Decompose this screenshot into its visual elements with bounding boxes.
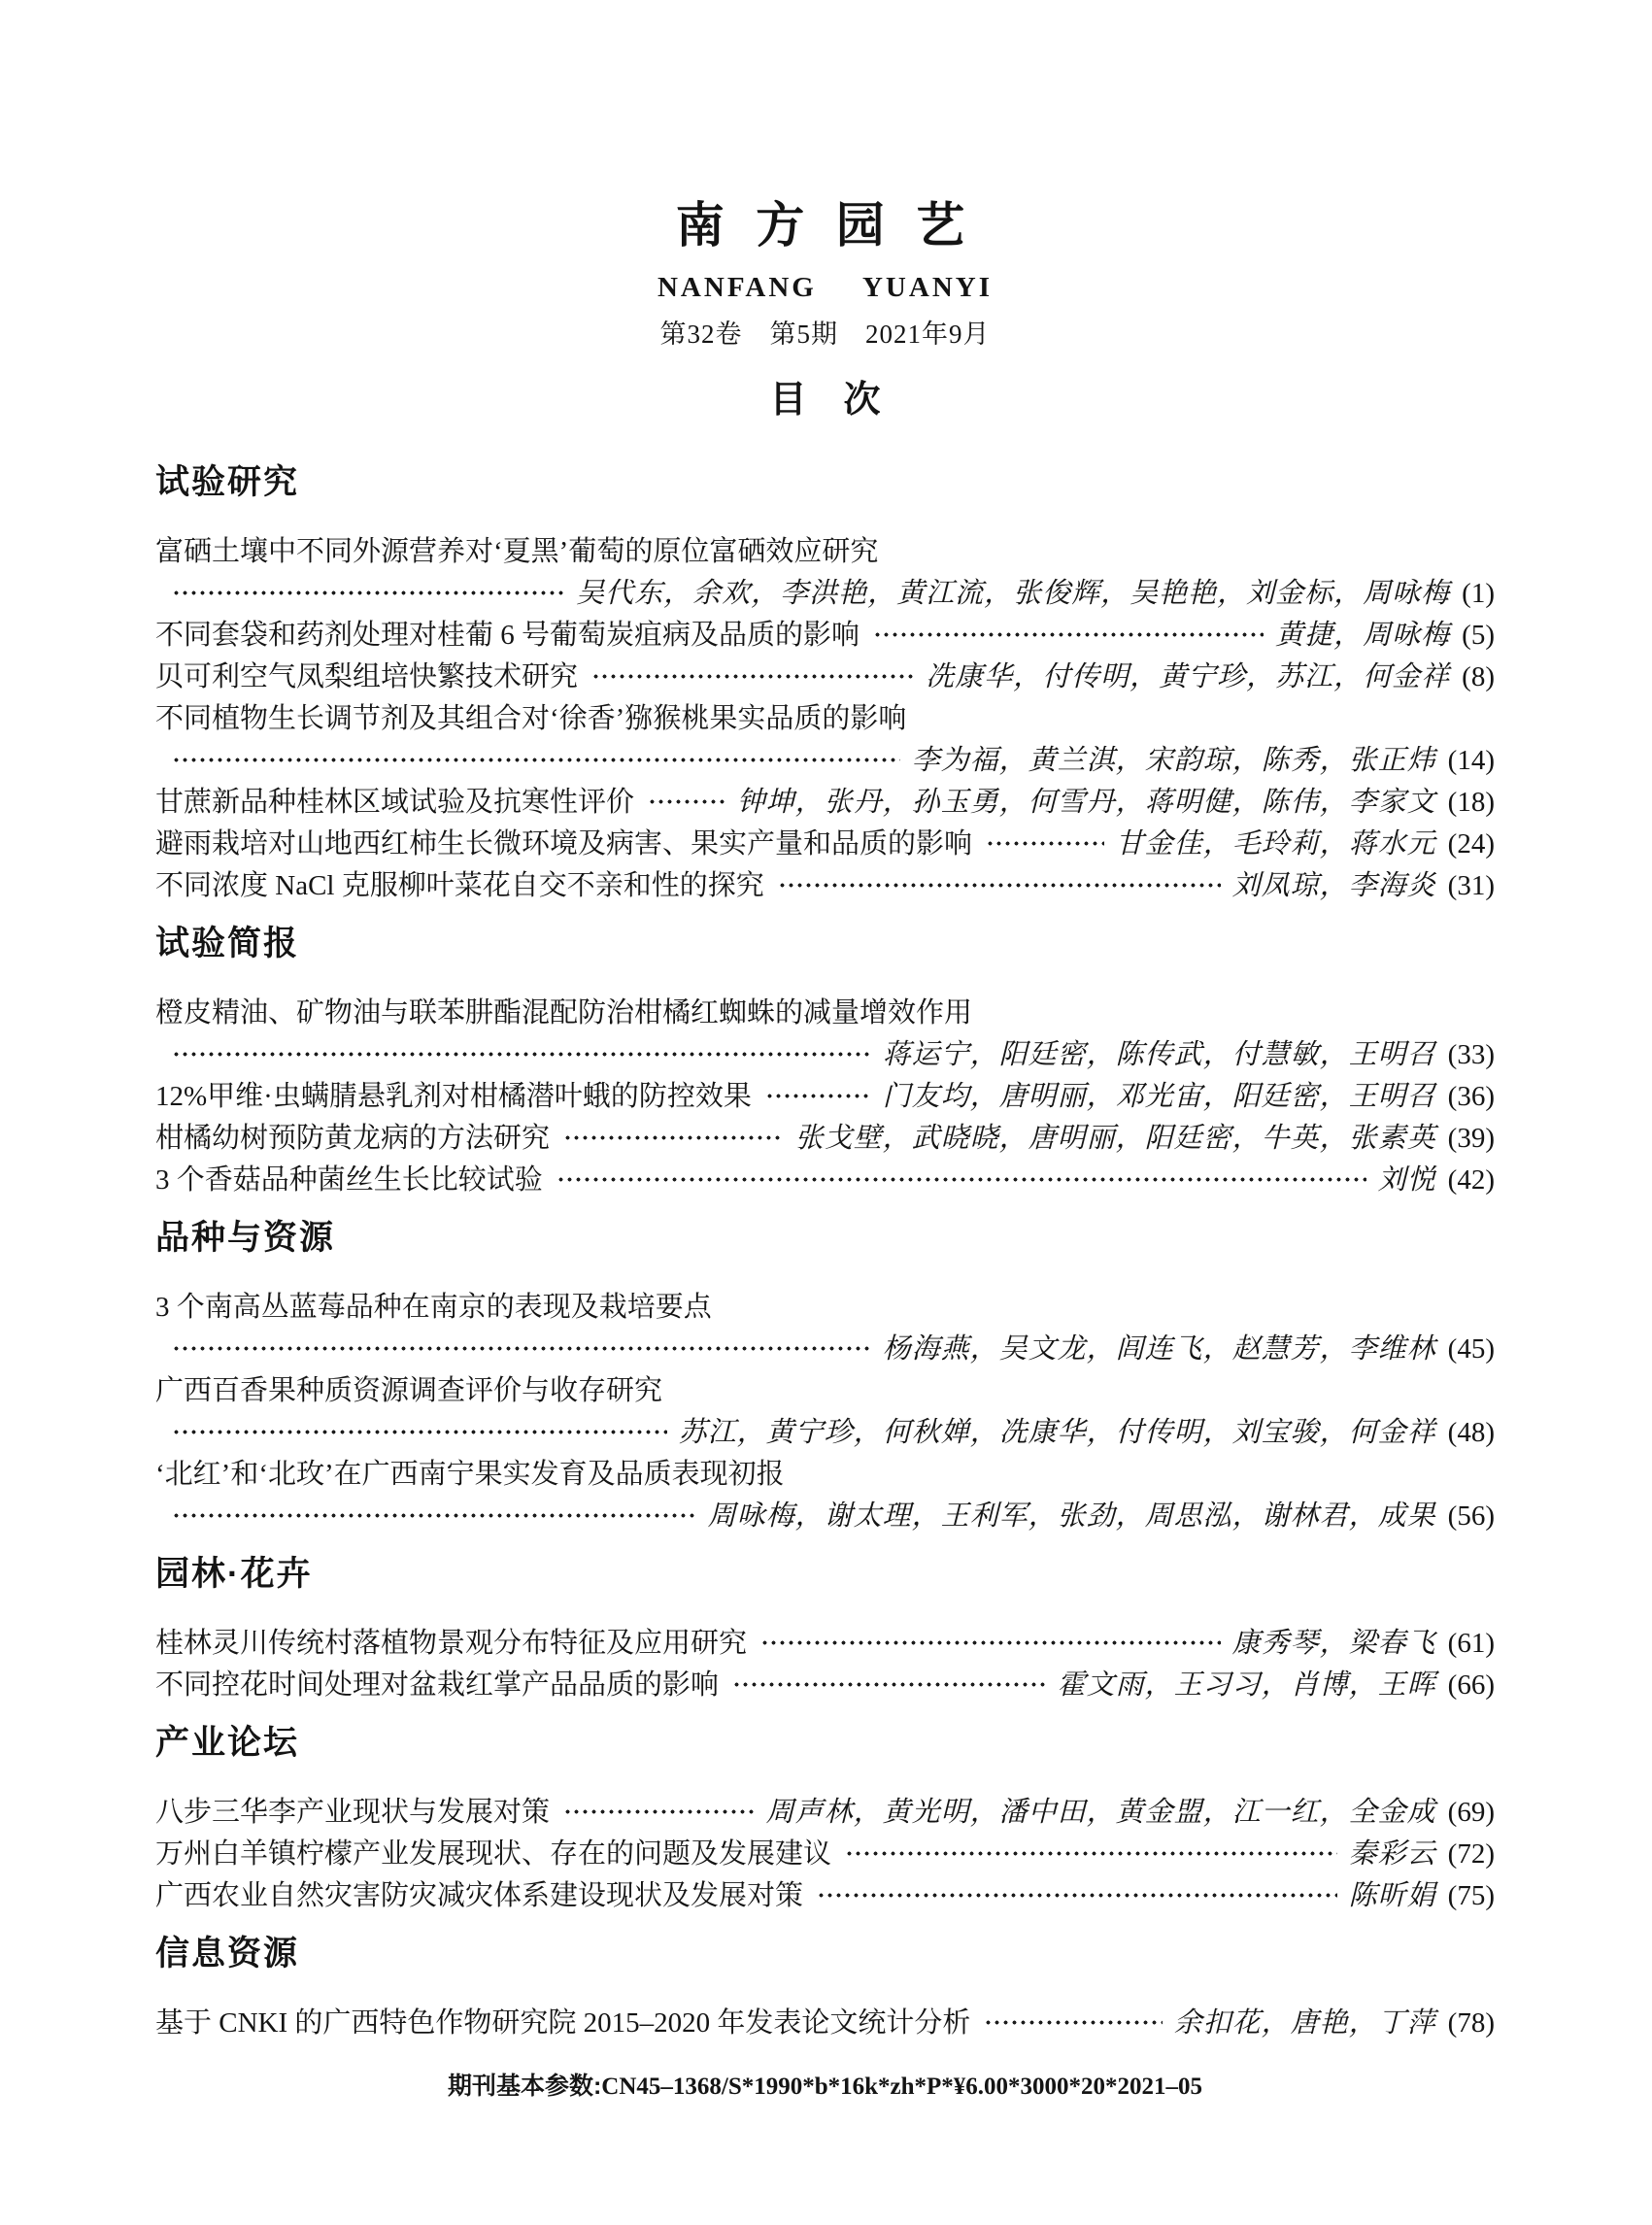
- masthead: [155, 199, 1495, 421]
- article-authors: 周声林，黄光明，潘中田，黄金盟，江一红，全金成: [765, 1797, 1436, 1828]
- toc-entry: [155, 1118, 1495, 1160]
- dot-leader: [561, 1118, 784, 1160]
- section-heading: 园林·花卉: [155, 1555, 313, 1593]
- article-title: 甘蔗新品种桂林区域试验及抗寒性评价: [155, 787, 635, 818]
- article-title: 广西百香果种质资源调查评价与收存研究: [155, 1375, 663, 1406]
- article-authors: 冼康华，付传明，黄宁珍，苏江，何金祥: [926, 661, 1451, 692]
- toc-entry-continuation: [155, 1329, 1495, 1370]
- toc-entry: [155, 1665, 1495, 1706]
- article-page-number: (36): [1447, 1081, 1495, 1112]
- article-title: 万州白羊镇柠檬产业发展现状、存在的问题及发展建议: [155, 1838, 832, 1870]
- article-page-number: (48): [1447, 1417, 1495, 1448]
- article-authors: 杨海燕，吴文龙，闾连飞，赵慧芳，李维林: [882, 1333, 1436, 1365]
- toc-entry: [155, 1160, 1495, 1201]
- article-title: 不同套袋和药剂处理对桂葡 6 号葡萄炭疽病及品质的影响: [155, 620, 860, 651]
- article-authors: 康秀琴，梁春飞: [1231, 1628, 1436, 1659]
- dot-leader: [561, 1792, 755, 1834]
- article-authors: 蒋运宁，阳廷密，陈传武，付慧敏，王明召: [882, 1039, 1436, 1070]
- toc-entry: [155, 657, 1495, 698]
- dot-leader: [982, 2003, 1162, 2044]
- dot-leader: [759, 1623, 1221, 1665]
- article-page-number: (14): [1447, 745, 1495, 776]
- dot-leader: [170, 740, 900, 782]
- section-heading: 信息资源: [155, 1935, 300, 1972]
- article-authors: 刘悦: [1377, 1164, 1436, 1196]
- article-page-number: (39): [1447, 1123, 1495, 1154]
- article-title: 12%甲维·虫螨腈悬乳剂对柑橘潜叶蛾的防控效果: [155, 1081, 752, 1112]
- article-title: 桂林灵川传统村落植物景观分布特征及应用研究: [155, 1628, 748, 1659]
- article-title: 贝可利空气凤梨组培快繁技术研究: [155, 661, 579, 692]
- toc-entry: [155, 824, 1495, 865]
- article-authors: 霍文雨，王习习，肖博，王晖: [1057, 1669, 1436, 1701]
- toc-entry: [155, 1875, 1495, 1917]
- article-title: 不同植物生长调节剂及其组合对‘徐香’猕猴桃果实品质的影响: [155, 703, 907, 734]
- article-page-number: (45): [1447, 1333, 1495, 1365]
- dot-leader: [776, 865, 1221, 907]
- article-authors: 陈昕娟: [1348, 1880, 1436, 1911]
- toc-heading: 目 次: [769, 380, 881, 421]
- dot-leader: [871, 615, 1264, 657]
- article-title: ‘北红’和‘北玫’在广西南宁果实发育及品质表现初报: [155, 1459, 785, 1490]
- article-title: 柑橘幼树预防黄龙病的方法研究: [155, 1123, 551, 1154]
- toc-entry-continuation: [155, 573, 1495, 615]
- article-authors: 门友均，唐明丽，邓光宙，阳廷密，王明召: [882, 1081, 1436, 1112]
- dot-leader: [170, 1412, 667, 1454]
- dot-leader: [984, 824, 1104, 865]
- issue-info: 第32卷 第5期 2021年9月: [659, 320, 991, 349]
- article-page-number: (18): [1447, 787, 1495, 818]
- article-page-number: (31): [1447, 870, 1495, 901]
- journal-title-en: NANFANG YUANYI: [657, 272, 993, 303]
- toc-entry-continuation: [155, 1034, 1495, 1076]
- article-page-number: (72): [1447, 1838, 1495, 1870]
- article-authors: 刘凤琼，李海炎: [1231, 870, 1436, 901]
- toc-entry: [155, 1623, 1495, 1665]
- article-page-number: (8): [1462, 661, 1495, 692]
- journal-parameters-value: CN45–1368/S*1990*b*16k*zh*P*¥6.00*3000*20*2021–05: [601, 2073, 1203, 2100]
- section-heading: 试验研究: [155, 463, 300, 501]
- article-page-number: (24): [1447, 828, 1495, 860]
- toc-entry: [155, 1834, 1495, 1875]
- article-title: 富硒土壤中不同外源营养对‘夏黑’葡萄的原位富硒效应研究: [155, 536, 879, 567]
- article-title: 八步三华李产业现状与发展对策: [155, 1797, 551, 1828]
- article-authors: 余扣花，唐艳，丁萍: [1173, 2007, 1436, 2039]
- article-page-number: (66): [1447, 1669, 1495, 1701]
- article-page-number: (69): [1447, 1797, 1495, 1828]
- dot-leader: [170, 1034, 871, 1076]
- article-authors: 钟坤，张丹，孙玉勇，何雪丹，蒋明健，陈伟，李家文: [736, 787, 1436, 818]
- article-page-number: (1): [1462, 578, 1495, 609]
- article-page-number: (5): [1462, 620, 1495, 651]
- dot-leader: [170, 573, 564, 615]
- toc-entry: [155, 1076, 1495, 1118]
- toc-sections: [155, 463, 1495, 2044]
- article-page-number: (61): [1447, 1628, 1495, 1659]
- toc-entry: [155, 1792, 1495, 1834]
- article-title: 不同控花时间处理对盆栽红掌产品品质的影响: [155, 1669, 720, 1701]
- toc-entry-continuation: [155, 1412, 1495, 1454]
- article-page-number: (42): [1447, 1164, 1495, 1196]
- article-authors: 吴代东，余欢，李洪艳，黄江流，张俊辉，吴艳艳，刘金标，周咏梅: [576, 578, 1451, 609]
- section-heading: 产业论坛: [155, 1724, 300, 1762]
- article-title: 广西农业自然灾害防灾减灾体系建设现状及发展对策: [155, 1880, 804, 1911]
- toc-entry: [155, 615, 1495, 657]
- dot-leader: [763, 1076, 871, 1118]
- dot-leader: [815, 1875, 1337, 1917]
- journal-parameters: [155, 2072, 1495, 2102]
- article-title: 橙皮精油、矿物油与联苯肼酯混配防治柑橘红蜘蛛的减量增效作用: [155, 997, 973, 1028]
- dot-leader: [590, 657, 914, 698]
- toc-entry: [155, 865, 1495, 907]
- article-page-number: (78): [1447, 2007, 1495, 2039]
- section-heading: 试验简报: [155, 925, 300, 962]
- article-authors: 张戈壁，武晓晓，唐明丽，阳廷密，牛英，张素英: [794, 1123, 1436, 1154]
- toc-entry: [155, 2003, 1495, 2044]
- article-title: 避雨栽培对山地西红柿生长微环境及病害、果实产量和品质的影响: [155, 828, 973, 860]
- dot-leader: [170, 1496, 696, 1537]
- article-authors: 秦彩云: [1348, 1838, 1436, 1870]
- article-authors: 苏江，黄宁珍，何秋婵，冼康华，付传明，刘宝骏，何金祥: [678, 1417, 1436, 1448]
- journal-parameters-label: 期刊基本参数:: [447, 2073, 602, 2100]
- article-authors: 甘金佳，毛玲莉，蒋水元: [1115, 828, 1436, 860]
- dot-leader: [170, 1329, 871, 1370]
- toc-entry-continuation: [155, 740, 1495, 782]
- article-page-number: (75): [1447, 1880, 1495, 1911]
- article-title: 3 个香菇品种菌丝生长比较试验: [155, 1164, 543, 1196]
- article-page-number: (33): [1447, 1039, 1495, 1070]
- dot-leader: [555, 1160, 1366, 1201]
- toc-entry: [155, 782, 1495, 824]
- article-title: 不同浓度 NaCl 克服柳叶菜花自交不亲和性的探究: [155, 870, 764, 901]
- article-authors: 李为福，黄兰淇，宋韵琼，陈秀，张正炜: [911, 745, 1436, 776]
- dot-leader: [646, 782, 725, 824]
- article-authors: 黄捷，周咏梅: [1275, 620, 1451, 651]
- dot-leader: [730, 1665, 1046, 1706]
- journal-title-cn: 南 方 园 艺: [675, 198, 975, 253]
- article-title: 基于 CNKI 的广西特色作物研究院 2015–2020 年发表论文统计分析: [155, 2007, 971, 2039]
- article-page-number: (56): [1447, 1500, 1495, 1532]
- toc-entry-continuation: [155, 1496, 1495, 1537]
- article-authors: 周咏梅，谢太理，王利军，张劲，周思泓，谢林君，成果: [707, 1500, 1436, 1532]
- dot-leader: [843, 1834, 1337, 1875]
- article-title: 3 个南高丛蓝莓品种在南京的表现及栽培要点: [155, 1292, 712, 1323]
- section-heading: 品种与资源: [155, 1219, 336, 1257]
